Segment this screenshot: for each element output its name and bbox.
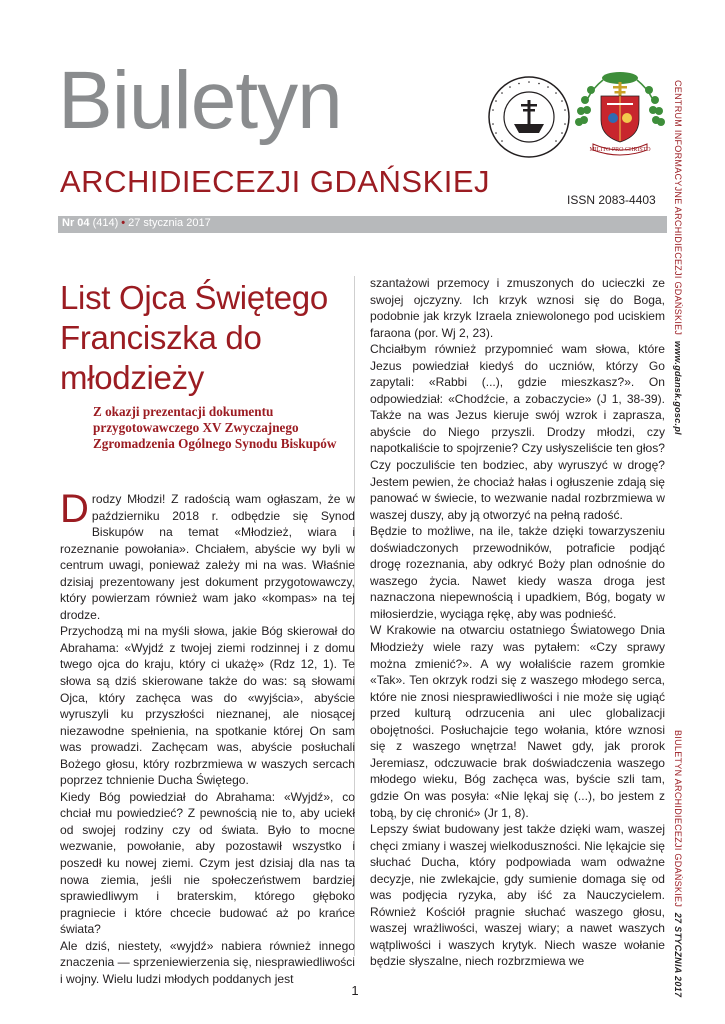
paragraph: Będzie to możliwe, na ile, także dzięki towarzyszeniu doświadczonych przewodników, potraficie podjąć drogę rozeznania, aby odkryć Boży plan odnośnie do waszego życia. Nawet kiedy wasza droga jest naznaczona niepewnością i upadkiem, Bóg, bogaty w miłosierdzie, wyciąga rękę, aby was podnieść. xyxy=(370,524,665,621)
article-subheading: Z okazji prezentacji dokumentu przygotowawczego XV Zwyczajnego Zgromadzenia Ogólnego Synodu Biskupów xyxy=(93,404,337,451)
motto-text: MILITO PRO CHRISTO xyxy=(589,147,651,153)
article-column-right xyxy=(370,275,665,969)
issue-number: Nr 04 xyxy=(62,217,90,229)
issue-total: (414) xyxy=(92,217,119,229)
paragraph: W Krakowie na otwarciu ostatniego Światowego Dnia Młodzieży wiele razy was pytałem: «Czy sprawy można zmienić?». A wy wołaliście razem gromkie «Tak». Ten okrzyk rodzi się z waszego młodego serca, które nie znosi niesprawiedliwości i nie może się ugiąć przed kulturą odrzucenia ani ulec globalizacji obojętności. Posłuchajcie tego wołania, które wznosi się z waszego wnętrza! Nawet gdy, jak prorok Jeremiasz, odczuwacie brak doświadczenia waszego młodego wieku, Bóg zachęca was, byście szli tam, gdzie On was posyła: «Nie lękaj się (...), bo jestem z tobą, by cię chronić» (Jr 1, 8). xyxy=(370,623,665,820)
coat-of-arms-icon xyxy=(573,68,667,156)
side-bulletin-name: BIULETYN ARCHIDIECEZJI GDAŃSKIEJ xyxy=(673,730,683,908)
issue-date: 27 stycznia 2017 xyxy=(128,217,211,229)
side-header xyxy=(669,80,683,620)
article-headline: List Ojca Świętego Franciszka do młodzieży xyxy=(60,279,328,396)
issn-number: ISSN 2083-4403 xyxy=(567,193,656,207)
side-footer xyxy=(669,730,683,998)
information-centre-logo xyxy=(487,75,571,159)
paragraph: Ale dziś, niestety, «wyjdź» nabiera również innego znaczenia — sprzeniewierzenia się, niesprawiedliwości i wojny. Wielu ludzi młodych poddanych jest xyxy=(60,938,355,986)
paragraph: Przychodzą mi na myśli słowa, jakie Bóg skierował do Abrahama: «Wyjdź z twojej ziemi rodzinnej i z domu twego ojca do kraju, który ci ukażę» (Rdz 12, 1). Te słowa są dziś skierowane także do was: są słowami Ojca, który zachęca was do «wyjścia», abyście wyruszyli ku przyszłości nieznanej, ale niosącej niezawodne spełnienia, na spotkanie której On sam was prowadzi. Zachęcam was, abyście posłuchali Bożego głosu, który rozbrzmiewa w waszych sercach poprzez tchnienie Ducha Świętego. xyxy=(60,624,355,788)
paragraph: Chciałbym również przypomnieć wam słowa, które Jezus powiedział kiedyś do uczniów, którzy Go zapytali: «Rabbi (...), gdzie mieszkasz?». On odpowiedział: «Chodźcie, a zobaczycie» (J 1, 38-39). Także na was Jezus kieruje swój wzrok i zaprasza, abyście do Niego przyszli. Drodzy młodzi, czy napotkaliście to spojrzenie? Czy usłyszeliście ten głos? Czy poczuliście ten bodziec, aby wyruszyć w drogę? Jestem pewien, że chociaż hałas i ogłuszenie zdają się panować w świecie, to wezwanie nadal rozbrzmiewa w waszej duszy, aby ją otworzyć na pełną radość. xyxy=(370,342,665,522)
paragraph: Lepszy świat budowany jest także dzięki wam, waszej chęci zmiany i waszej wielkoduszności. Nie lękajcie się słuchać Ducha, który podpowiada wam odważne decyzje, nie zwlekajcie, gdy sumienie domaga się od was podjęcia ryzyka, aby iść za Nauczycielem. Również Kościół pragnie słuchać waszego głosu, waszej wrażliwości, waszej wiary; a nawet waszych wątpliwości i waszych krytyk. Niech wasze wołanie będzie słyszalne, niech rozbrzmiewa we xyxy=(370,822,665,969)
side-website-link[interactable]: www.gdansk.gosc.pl xyxy=(673,340,683,435)
masthead-title: Biuletyn xyxy=(58,55,342,146)
seal-icon xyxy=(487,75,571,159)
side-centre-name: CENTRUM INFORMACYJNE ARCHIDIECEZJI GDAŃSKIEJ xyxy=(673,80,683,336)
paragraph-text: rodzy Młodzi! Z radością wam ogłaszam, że w październiku 2018 r. odbędzie się Synod Biskupów na temat «Młodzież, wiara i rozeznanie powołania». Chciałem, abyście wy byli w centrum uwagi, ponieważ zależy mi na was. Właśnie dzisiaj prezentowany jest dokument przygotowawczy, który powierzam również wam jako «kompas» na tej drodze. xyxy=(60,492,355,622)
paragraph xyxy=(60,487,355,623)
masthead-subtitle: ARCHIDIECEZJI GDAŃSKIEJ xyxy=(60,164,491,199)
paragraph: Kiedy Bóg powiedział do Abrahama: «Wyjdź», co chciał mu powiedzieć? Z pewnością nie to, aby uciekł od swojej rodziny czy od świata. Było to mocne wezwanie, powołanie, aby pozostawił wszystko i poszedł ku nowej ziemi. Czym jest dzisiaj dla nas ta nowa ziemia, jeśli nie społeczeństwem bardziej sprawiedliwym i braterskim, którego głęboko pragniecie i które chcecie budować aż po krańce świata? xyxy=(60,789,355,937)
page-number: 1 xyxy=(351,983,359,998)
article-column-left xyxy=(60,487,355,986)
issue-info-bar: Nr 04 (414) • 27 stycznia 2017 xyxy=(58,216,667,233)
drop-cap: D xyxy=(60,487,89,531)
coat-of-arms xyxy=(573,68,667,156)
side-date: 27 STYCZNIA 2017 xyxy=(673,912,683,998)
paragraph: szantażowi przemocy i zmuszonych do ucieczki ze swojej ojczyzny. Ich krzyk wznosi się do Boga, podobnie jak krzyk Izraela zniewolonego pod uciskiem faraona (por. Wj 2, 23). xyxy=(370,276,665,340)
